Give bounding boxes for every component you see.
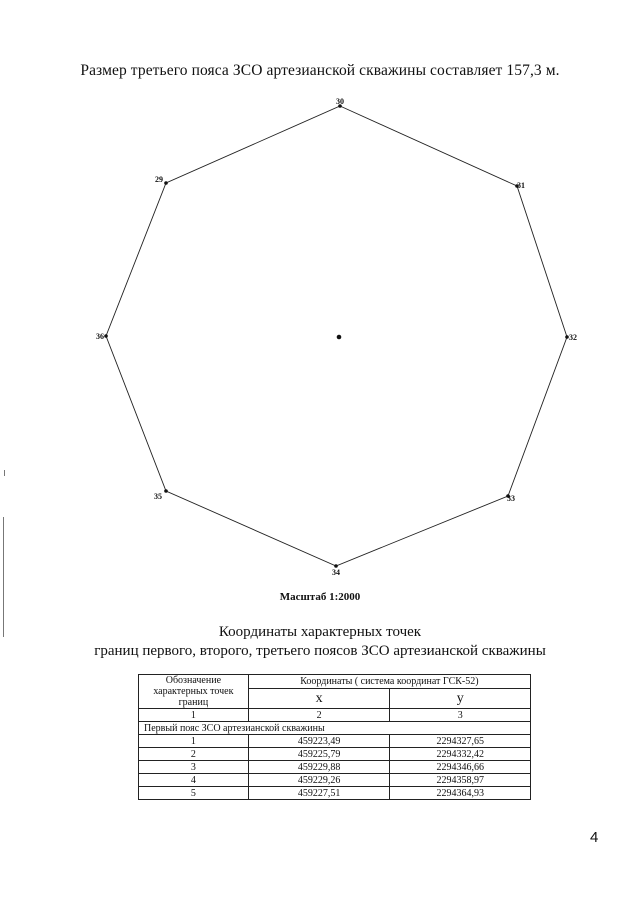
boundary-point-label: 33 [507,494,515,503]
y-value: 2294364,93 [390,787,531,800]
x-value: 459229,26 [248,774,390,787]
boundary-point-marker [164,489,168,493]
column-number: 1 [139,709,249,722]
x-value: 459229,88 [248,761,390,774]
boundary-point-label: 34 [332,568,340,577]
point-designation-header: Обозначение характерных точек границ [139,675,249,709]
point-number: 1 [139,735,249,748]
x-value: 459227,51 [248,787,390,800]
coordinates-header: Координаты ( система координат ГСК-52) [248,675,530,689]
table-row [139,774,531,787]
boundary-point-label: 30 [336,97,344,106]
third-zone-boundary [106,106,567,566]
column-number-row [139,709,531,722]
point-number: 2 [139,748,249,761]
table-row [139,787,531,800]
y-value: 2294327,65 [390,735,531,748]
column-number: 3 [390,709,531,722]
point-number: 5 [139,787,249,800]
section-label: Первый пояс ЗСО артезианской скважины [139,722,531,735]
boundary-point-label: 36 [96,332,104,341]
column-number: 2 [248,709,390,722]
y-header: y [390,688,531,708]
boundary-point-label: 29 [155,175,163,184]
table-row [139,735,531,748]
boundary-point-marker [104,334,108,338]
y-value: 2294346,66 [390,761,531,774]
table-row [139,748,531,761]
coordinates-title-line-2: границ первого, второго, третьего поясов ЗСО артезианской скважины [94,643,546,659]
page-number: 4 [590,829,599,846]
point-number: 4 [139,774,249,787]
page-heading: Размер третьего пояса ЗСО артезианской скважины составляет 157,3 м. [80,62,560,79]
point-number: 3 [139,761,249,774]
coordinates-title [0,623,640,661]
x-header: x [248,688,390,708]
x-value: 459223,49 [248,735,390,748]
scan-edge-mark [4,470,5,476]
scan-edge-mark [3,517,4,637]
boundary-point-marker [164,181,168,185]
well-center-marker [337,335,342,340]
boundary-point-label: 32 [569,333,577,342]
y-value: 2294332,42 [390,748,531,761]
scale-label: Масштаб 1:2000 [279,591,361,603]
x-value: 459225,79 [248,748,390,761]
coordinates-title-line-1: Координаты характерных точек [218,624,422,640]
section-row [139,722,531,735]
boundary-point-label: 35 [154,492,162,501]
y-value: 2294358,97 [390,774,531,787]
table-row [139,761,531,774]
coordinates-table [138,674,531,800]
boundary-point-label: 31 [517,181,525,190]
table-header-row [139,675,531,689]
